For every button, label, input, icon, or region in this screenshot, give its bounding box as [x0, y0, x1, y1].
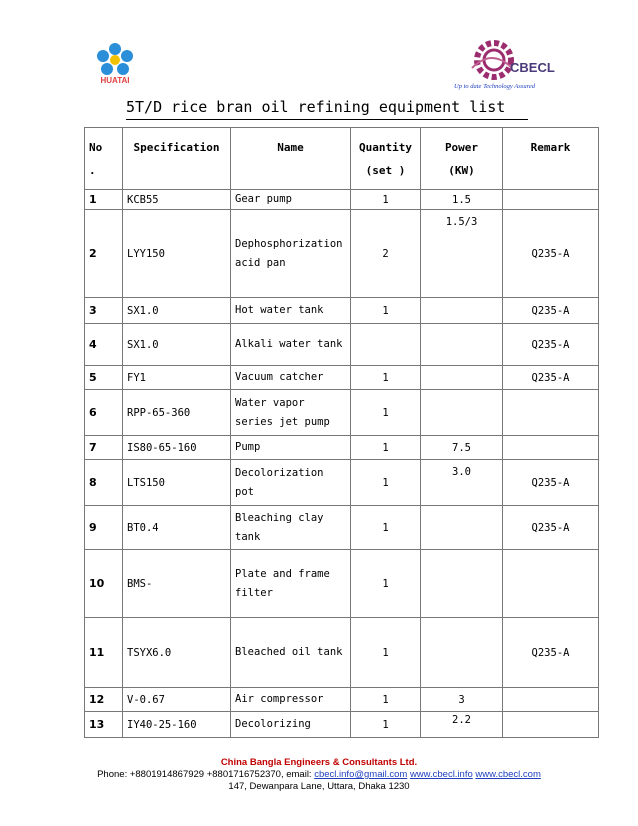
row-qty: 1: [351, 366, 421, 390]
row-qty: 1: [351, 390, 421, 436]
footer-email-link[interactable]: cbecl.info@gmail.com: [314, 769, 408, 780]
header-no-line2: .: [89, 164, 96, 177]
footer-phone: Phone: +8801914867929 +8801716752370, email:: [97, 769, 315, 780]
header-power-line2: (KW): [448, 164, 475, 177]
table-row: [85, 210, 599, 298]
row-spec: SX1.0: [123, 298, 231, 324]
row-power: [421, 506, 503, 550]
row-qty: 1: [351, 460, 421, 506]
row-power: [421, 390, 503, 436]
row-remark: Q235-A: [503, 506, 599, 550]
row-spec: LTS150: [123, 460, 231, 506]
row-remark: [503, 436, 599, 460]
cbecl-logo: [452, 38, 556, 94]
header-remark: Remark: [503, 128, 599, 190]
header-power: [421, 128, 503, 190]
title-underline: [126, 119, 528, 120]
huatai-logo-text: HUATAI: [100, 76, 130, 85]
row-name: Decolorization pot: [231, 460, 351, 506]
row-name: Bleaching clay tank: [231, 506, 351, 550]
row-qty: 1: [351, 190, 421, 210]
table-row: [85, 550, 599, 618]
row-qty: 1: [351, 436, 421, 460]
page-title: 5T/D rice bran oil refining equipment list: [126, 98, 506, 116]
row-qty: 1: [351, 618, 421, 688]
huatai-flower-icon: [92, 40, 138, 86]
footer-web-link-1[interactable]: www.cbecl.info: [409, 769, 473, 780]
row-remark: [503, 688, 599, 712]
row-qty: 1: [351, 550, 421, 618]
row-no: 4: [85, 324, 123, 366]
row-remark: Q235-A: [503, 366, 599, 390]
row-remark: Q235-A: [503, 298, 599, 324]
table-row: [85, 366, 599, 390]
row-no: 1: [85, 190, 123, 210]
row-qty: 1: [351, 506, 421, 550]
row-name: Plate and frame filter: [231, 550, 351, 618]
row-spec: FY1: [123, 366, 231, 390]
row-spec: LYY150: [123, 210, 231, 298]
cbecl-gear-icon: [452, 38, 556, 94]
cbecl-tagline: Up to date Technology Assured: [454, 83, 536, 90]
row-no: 12: [85, 688, 123, 712]
header-no-line1: No: [89, 141, 103, 154]
huatai-logo: [92, 40, 138, 86]
table-row: [85, 506, 599, 550]
table-row: [85, 324, 599, 366]
table-header-row: [85, 128, 599, 190]
footer-web-link-2[interactable]: www.cbecl.com: [475, 769, 541, 780]
row-remark: [503, 190, 599, 210]
row-no: 9: [85, 506, 123, 550]
row-remark: [503, 550, 599, 618]
row-remark: [503, 712, 599, 738]
equipment-table: [84, 127, 599, 738]
row-no: 13: [85, 712, 123, 738]
row-name: Water vapor series jet pump: [231, 390, 351, 436]
row-spec: V-0.67: [123, 688, 231, 712]
row-power: [421, 366, 503, 390]
header-name: Name: [231, 128, 351, 190]
row-no: 8: [85, 460, 123, 506]
row-name: Hot water tank: [231, 298, 351, 324]
row-power: 2.2: [421, 712, 503, 738]
row-spec: IS80-65-160: [123, 436, 231, 460]
row-spec: KCB55: [123, 190, 231, 210]
header-power-line1: Power: [444, 141, 479, 154]
row-remark: Q235-A: [503, 460, 599, 506]
table-row: [85, 460, 599, 506]
row-remark: Q235-A: [503, 210, 599, 298]
row-spec: RPP-65-360: [123, 390, 231, 436]
table-row: [85, 618, 599, 688]
row-power: [421, 298, 503, 324]
row-name: Air compressor: [231, 688, 351, 712]
header-qty-line2: (set ): [365, 164, 406, 177]
row-qty: [351, 324, 421, 366]
row-name: Pump: [231, 436, 351, 460]
row-remark: Q235-A: [503, 618, 599, 688]
row-qty: 1: [351, 712, 421, 738]
row-spec: IY40-25-160: [123, 712, 231, 738]
row-no: 3: [85, 298, 123, 324]
row-power: [421, 550, 503, 618]
row-spec: TSYX6.0: [123, 618, 231, 688]
header-qty: [351, 128, 421, 190]
cbecl-logo-text: CBECL: [510, 60, 555, 75]
row-remark: Q235-A: [503, 324, 599, 366]
row-name: Vacuum catcher: [231, 366, 351, 390]
row-no: 10: [85, 550, 123, 618]
row-power: 7.5: [421, 436, 503, 460]
row-spec: BT0.4: [123, 506, 231, 550]
header-qty-line1: Quantity: [359, 141, 412, 154]
row-power: [421, 618, 503, 688]
footer-address: 147, Dewanpara Lane, Uttara, Dhaka 1230: [228, 781, 410, 792]
table-row: [85, 190, 599, 210]
row-power: [421, 324, 503, 366]
row-remark: [503, 390, 599, 436]
row-name: Gear pump: [231, 190, 351, 210]
row-power: 1.5/3: [421, 210, 503, 298]
row-name: Dephosphorization acid pan: [231, 210, 351, 298]
row-power: 3: [421, 688, 503, 712]
header-spec: Specification: [123, 128, 231, 190]
footer-contact: [0, 769, 638, 780]
table-row: [85, 688, 599, 712]
row-no: 6: [85, 390, 123, 436]
row-spec: SX1.0: [123, 324, 231, 366]
header-no: [85, 128, 123, 190]
row-name: Alkali water tank: [231, 324, 351, 366]
row-qty: 1: [351, 688, 421, 712]
row-power: 3.0: [421, 460, 503, 506]
footer-company: China Bangla Engineers & Consultants Ltd.: [220, 757, 418, 768]
row-no: 5: [85, 366, 123, 390]
row-qty: 2: [351, 210, 421, 298]
row-name: Bleached oil tank: [231, 618, 351, 688]
table-row: [85, 298, 599, 324]
row-no: 11: [85, 618, 123, 688]
table-row: [85, 436, 599, 460]
row-no: 7: [85, 436, 123, 460]
row-qty: 1: [351, 298, 421, 324]
table-row: [85, 390, 599, 436]
row-name: Decolorizing: [231, 712, 351, 738]
row-power: 1.5: [421, 190, 503, 210]
table-row: [85, 712, 599, 738]
row-spec: BMS-: [123, 550, 231, 618]
row-no: 2: [85, 210, 123, 298]
